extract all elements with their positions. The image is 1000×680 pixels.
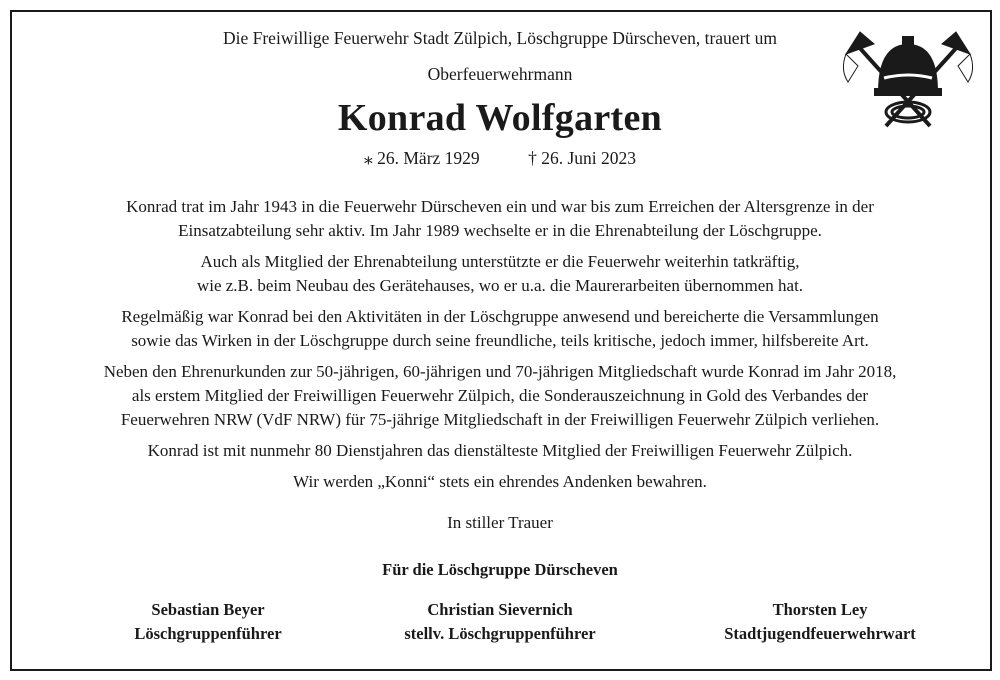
text-line: Feuerwehren NRW (VdF NRW) für 75-jährige Mitgliedschaft in der Freiwilligen Feuerwehr Zülpich verliehen.	[120, 410, 880, 429]
deceased-name: Konrad Wolfgarten	[337, 97, 663, 139]
signatory-title: Löschgruppenführer	[134, 624, 282, 643]
text-line: Konrad trat im Jahr 1943 in die Feuerwehr Dürscheven ein und war bis zum Erreichen der Altersgrenze in der	[126, 197, 874, 216]
paragraph-3	[0, 305, 1000, 353]
signatory-3	[690, 598, 950, 646]
obituary-body	[0, 195, 1000, 501]
intro-text: Die Freiwillige Feuerwehr Stadt Zülpich, Löschgruppe Dürscheven, trauert um	[222, 28, 777, 48]
closing-line: In stiller Trauer	[447, 513, 553, 532]
rank-title: Oberfeuerwehrmann	[427, 64, 573, 84]
fire-brigade-emblem-icon	[838, 26, 978, 131]
helmet	[874, 36, 942, 96]
paragraph-6	[0, 470, 1000, 494]
text-line: Neben den Ehrenurkunden zur 50-jährigen, 60-jährigen und 70-jährigen Mitgliedschaft wurde Konrad im Jahr 2018,	[103, 362, 897, 381]
signatory-title: Stadtjugendfeuerwehrwart	[724, 624, 916, 643]
signatory-1	[78, 598, 338, 646]
text-line: Wir werden „Konni“ stets ein ehrendes Andenken bewahren.	[293, 472, 707, 491]
life-dates	[0, 148, 1000, 169]
signatory-title: stellv. Löschgruppenführer	[404, 624, 596, 643]
signatory-name: Christian Sievernich	[427, 600, 573, 619]
sign-for-line: Für die Löschgruppe Dürscheven	[382, 560, 618, 579]
paragraph-5	[0, 439, 1000, 463]
paragraph-2	[0, 250, 1000, 298]
paragraph-1	[0, 195, 1000, 243]
signatory-name: Sebastian Beyer	[151, 600, 265, 619]
birth-date: ⁎ 26. März 1929	[364, 148, 480, 168]
text-line: Auch als Mitglied der Ehrenabteilung unterstützte er die Feuerwehr weiterhin tatkräftig,	[200, 252, 800, 271]
signatory-name: Thorsten Ley	[772, 600, 868, 619]
text-line: wie z.B. beim Neubau des Gerätehauses, wo er u.a. die Maurerarbeiten übernommen hat.	[196, 276, 804, 295]
text-line: als erstem Mitglied der Freiwilligen Feuerwehr Zülpich, die Sonderauszeichnung in Gold des Verbandes der	[131, 386, 869, 405]
text-line: Regelmäßig war Konrad bei den Aktivitäten in der Löschgruppe anwesend und bereicherte die Versammlungen	[121, 307, 879, 326]
text-line: sowie das Wirken in der Löschgruppe durch seine freundliche, teils kritische, jedoch immer, hilfsbereite Art.	[131, 331, 869, 350]
signatory-2	[370, 598, 630, 646]
rope-ring	[886, 102, 930, 122]
paragraph-4	[0, 360, 1000, 432]
text-line: Einsatzabteilung sehr aktiv. Im Jahr 1989 wechselte er in die Ehrenabteilung der Löschgruppe.	[178, 221, 822, 240]
death-date: † 26. Juni 2023	[528, 148, 636, 168]
text-line: Konrad ist mit nunmehr 80 Dienstjahren das dienstälteste Mitglied der Freiwilligen Feuerwehr Zülpich.	[147, 441, 853, 460]
